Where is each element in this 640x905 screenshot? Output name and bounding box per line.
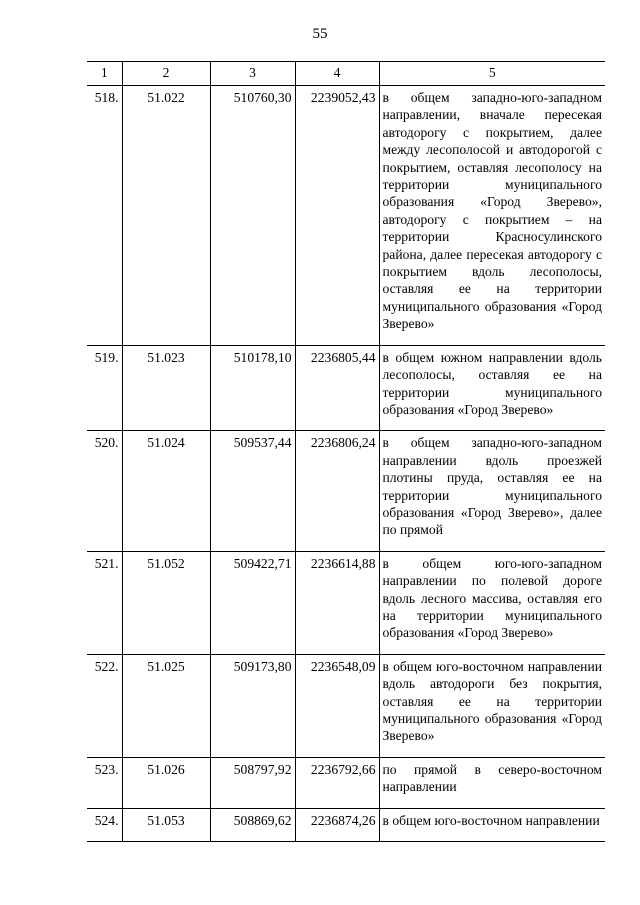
table-row	[87, 345, 605, 431]
column-header: 3	[210, 62, 295, 86]
coordinate-y: 2236806,24	[295, 431, 379, 551]
boundary-points-table	[87, 61, 605, 842]
table-row	[87, 654, 605, 757]
coordinate-x: 509173,80	[210, 654, 295, 757]
column-header: 1	[87, 62, 122, 86]
coordinate-x: 508869,62	[210, 808, 295, 841]
table-row	[87, 808, 605, 841]
boundary-description: в общем западно-юго-западном направлении, вначале пересекая автодорогу с покрытием, далее между лесополосой и автодорогой с покрытием, оставляя лесополосу на территории муниципального образования «Город Зверево», автодорогу с покрытием – на территории Красносулинского района, далее пересекая автодорогу с покрытием вдоль лесополосы, оставляя ее на территории муниципального образования «Город Зверево»	[379, 86, 605, 346]
point-code: 51.022	[122, 86, 210, 346]
row-number: 520.	[87, 431, 122, 551]
row-number: 519.	[87, 345, 122, 431]
column-header: 5	[379, 62, 605, 86]
table-row	[87, 551, 605, 654]
boundary-description: в общем юго-юго-западном направлении по полевой дороге вдоль лесного массива, оставляя его на территории муниципального образования «Город Зверево»	[379, 551, 605, 654]
point-code: 51.053	[122, 808, 210, 841]
boundary-description: в общем юго-восточном направлении	[379, 808, 605, 841]
coordinate-x: 508797,92	[210, 757, 295, 808]
row-number: 518.	[87, 86, 122, 346]
point-code: 51.023	[122, 345, 210, 431]
table-row	[87, 431, 605, 551]
column-header: 4	[295, 62, 379, 86]
coordinate-x: 509537,44	[210, 431, 295, 551]
point-code: 51.024	[122, 431, 210, 551]
table-row	[87, 86, 605, 346]
boundary-description: в общем южном направлении вдоль лесополосы, оставляя ее на территории муниципального образования «Город Зверево»	[379, 345, 605, 431]
row-number: 524.	[87, 808, 122, 841]
coordinate-x: 510760,30	[210, 86, 295, 346]
boundary-description: в общем юго-восточном направлении вдоль автодороги без покрытия, оставляя ее на территории муниципального образования «Город Зверево»	[379, 654, 605, 757]
coordinate-y: 2236874,26	[295, 808, 379, 841]
table-header-row	[87, 62, 605, 86]
table-row	[87, 757, 605, 808]
coordinate-x: 510178,10	[210, 345, 295, 431]
coordinate-y: 2236548,09	[295, 654, 379, 757]
row-number: 521.	[87, 551, 122, 654]
point-code: 51.026	[122, 757, 210, 808]
coordinate-y: 2236805,44	[295, 345, 379, 431]
point-code: 51.052	[122, 551, 210, 654]
boundary-description: в общем западно-юго-западном направлении вдоль проезжей плотины пруда, оставляя ее на территории муниципального образования «Город Зверево», далее по прямой	[379, 431, 605, 551]
point-code: 51.025	[122, 654, 210, 757]
coordinate-y: 2239052,43	[295, 86, 379, 346]
page-number: 55	[312, 26, 328, 42]
coordinate-y: 2236792,66	[295, 757, 379, 808]
row-number: 522.	[87, 654, 122, 757]
coordinate-x: 509422,71	[210, 551, 295, 654]
row-number: 523.	[87, 757, 122, 808]
column-header: 2	[122, 62, 210, 86]
coordinate-y: 2236614,88	[295, 551, 379, 654]
boundary-description: по прямой в северо-восточном направлении	[379, 757, 605, 808]
